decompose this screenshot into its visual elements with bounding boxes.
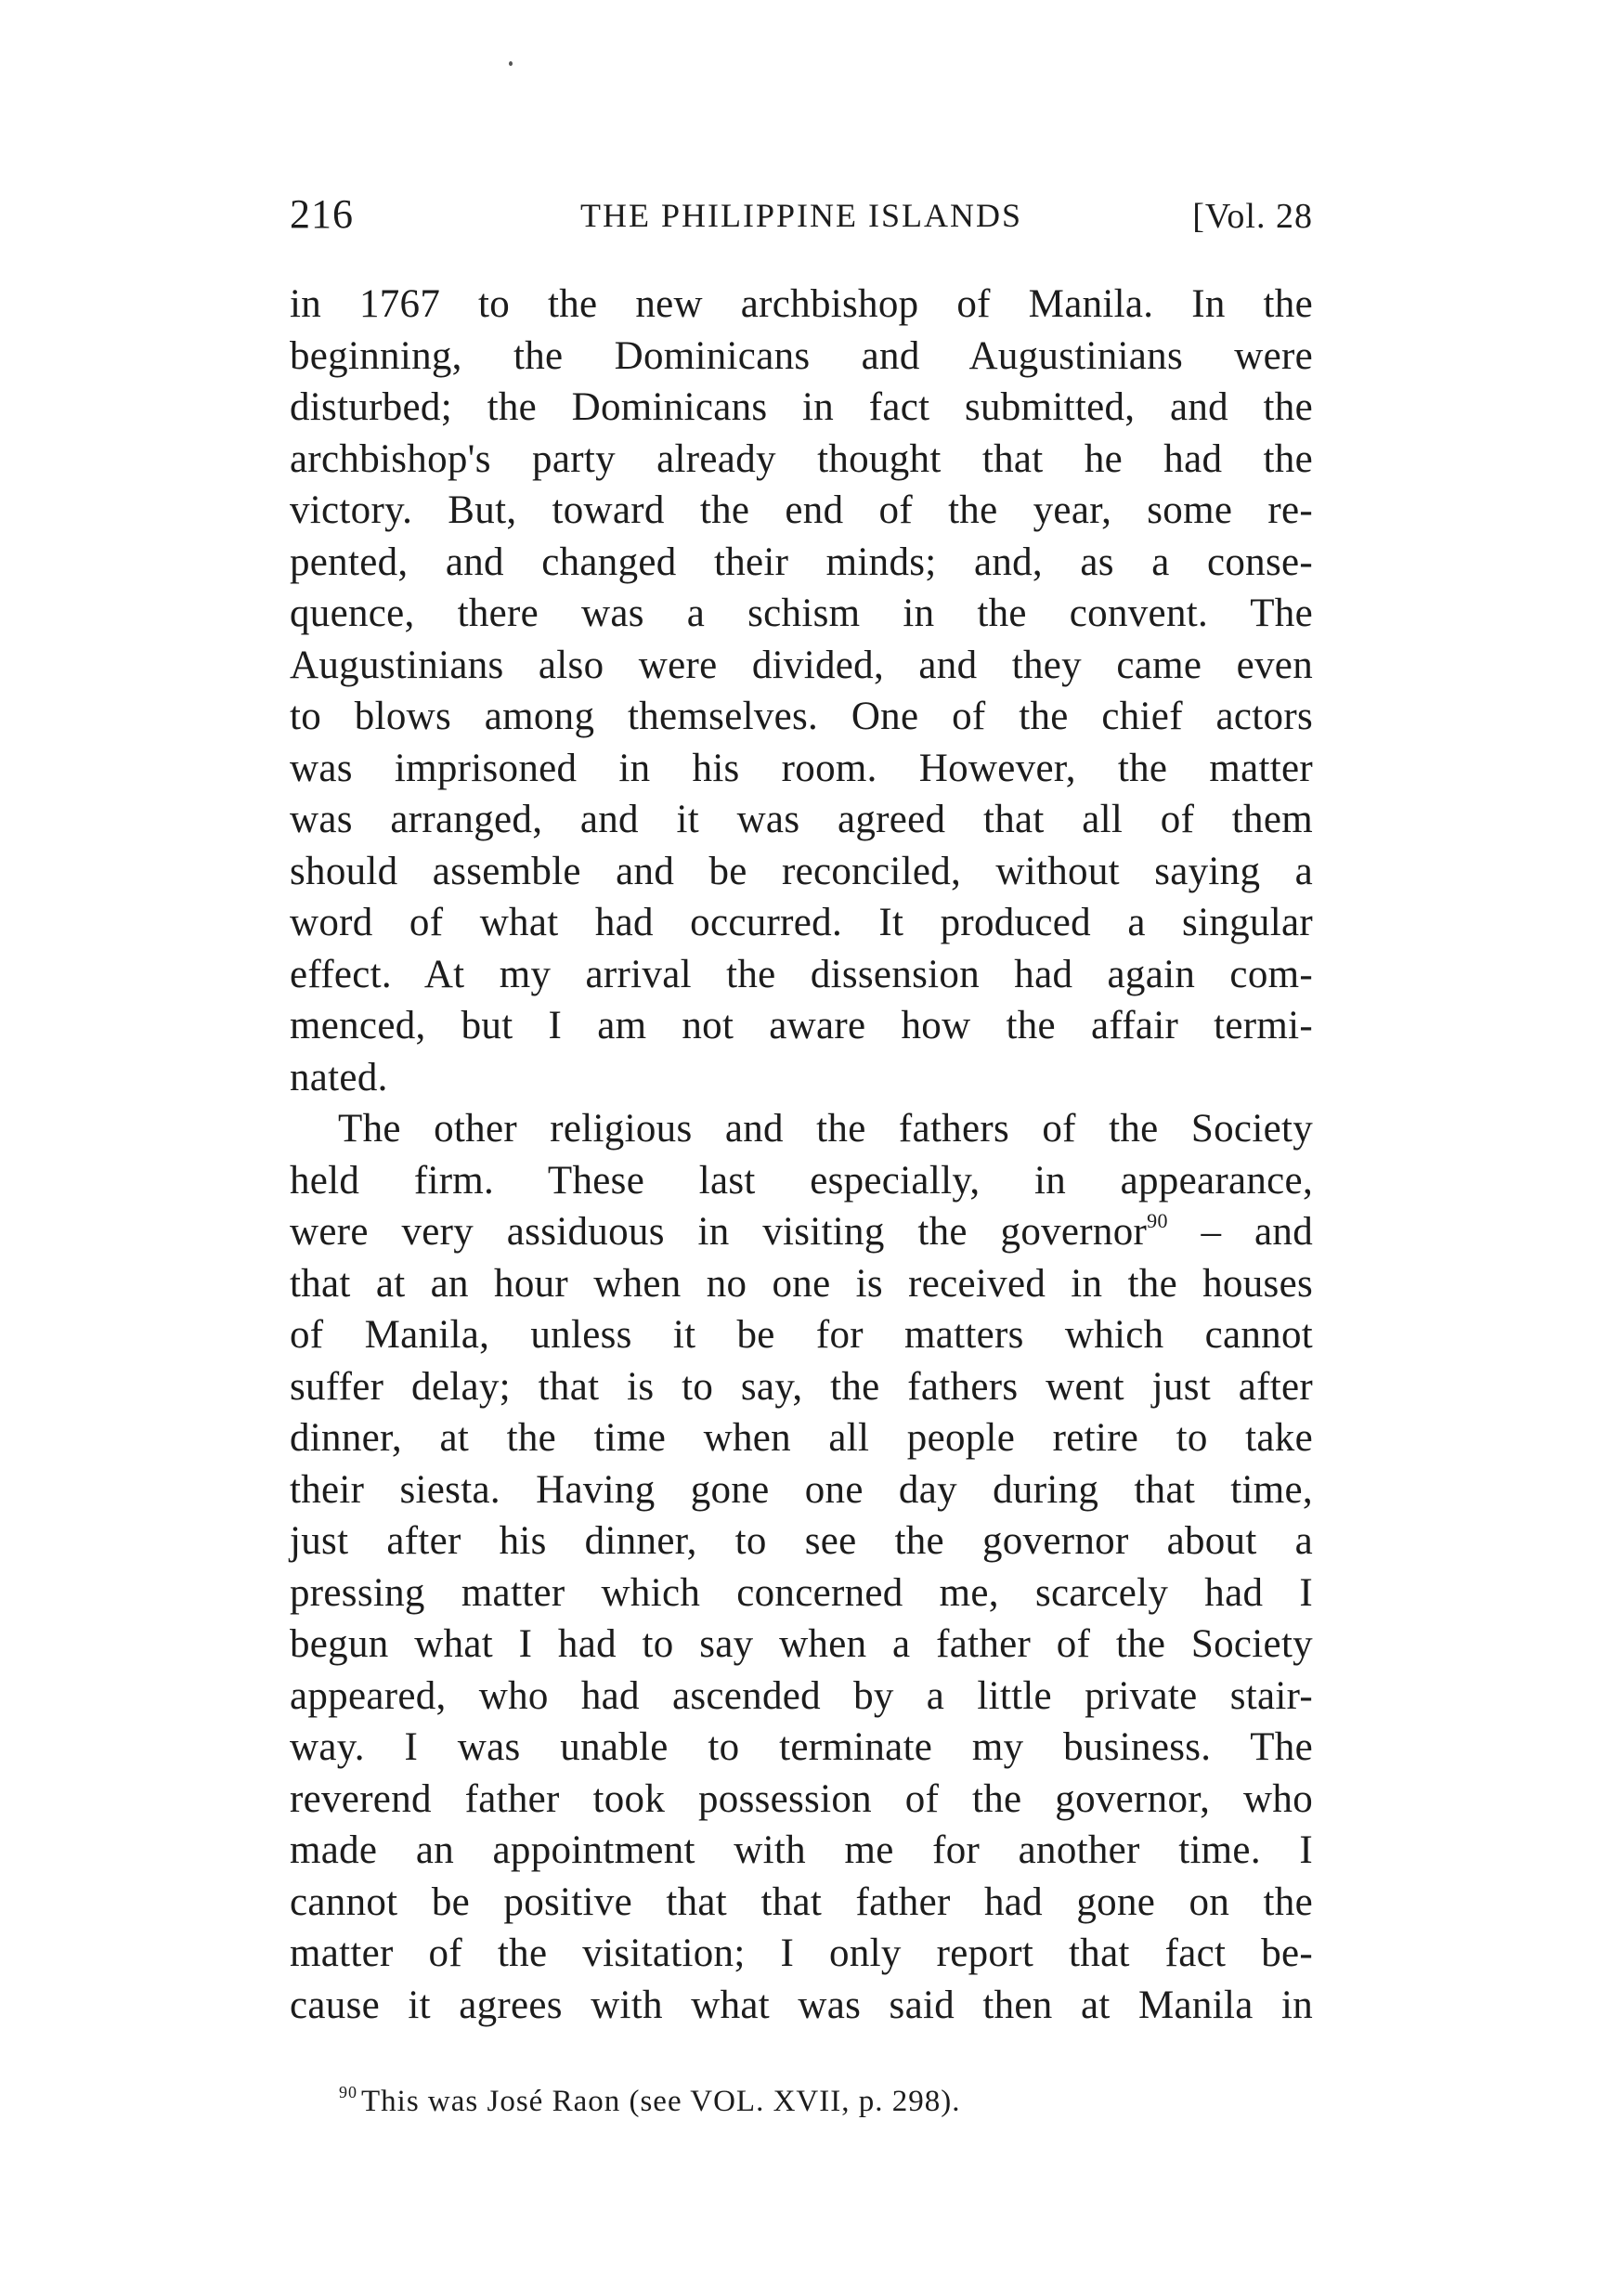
text-line: The other religious and the fathers of the Society	[338, 1107, 1313, 1151]
page-header	[290, 190, 1313, 246]
text-line: held firm. These last especially, in appearance,	[290, 1158, 1313, 1203]
text-line: begun what I had to say when a father of the Society	[290, 1622, 1313, 1666]
running-title: THE PHILIPPINE ISLANDS	[580, 197, 1022, 234]
text-line: word of what had occurred. It produced a singular	[290, 901, 1313, 944]
text-line: reverend father took possession of the governor, who	[290, 1776, 1313, 1821]
text-line: that at an hour when no one is received in the houses	[290, 1261, 1313, 1306]
text-line: to blows among themselves. One of the chief actors	[290, 695, 1313, 738]
text-segment: – and	[1167, 1210, 1313, 1254]
text-line: disturbed; the Dominicans in fact submitted, and the	[290, 385, 1313, 429]
page-number: 216	[290, 191, 354, 237]
footnote-reference: 90	[1147, 1209, 1168, 1232]
text-line: was arranged, and it was agreed that all of them	[290, 798, 1313, 841]
text-line: effect. At my arrival the dissension had again com-	[290, 952, 1313, 996]
text-line: pressing matter which concerned me, scarcely had I	[290, 1570, 1313, 1615]
text-line: beginning, the Dominicans and Augustinians were	[290, 333, 1313, 378]
text-line: was imprisoned in his room. However, the matter	[290, 746, 1313, 790]
text-line: dinner, at the time when all people retire to take	[290, 1416, 1313, 1460]
volume-label: [Vol. 28	[1192, 197, 1313, 236]
text-line: matter of the visitation; I only report that fact be-	[290, 1931, 1313, 1975]
footnote-text: This was José Raon (see VOL. XVII, p. 298).	[361, 2085, 961, 2118]
text-line: archbishop's party already thought that he had the	[290, 436, 1313, 481]
text-line: of Manila, unless it be for matters which cannot	[290, 1313, 1313, 1357]
text-line: their siesta. Having gone one day during that time,	[290, 1467, 1313, 1512]
text-line: victory. But, toward the end of the year, some re-	[290, 488, 1313, 532]
text-line: in 1767 to the new archbishop of Manila. In the	[290, 282, 1313, 326]
footnote	[339, 2085, 960, 2119]
text-line: appeared, who had ascended by a little private stair-	[290, 1673, 1313, 1718]
text-line: made an appointment with me for another time. I	[290, 1828, 1313, 1872]
paragraph-2	[290, 1103, 1313, 2031]
scan-speck	[509, 61, 513, 66]
body-text	[290, 279, 1313, 2031]
text-line: suffer delay; that is to say, the fathers went just after	[290, 1364, 1313, 1409]
text-line: cause it agrees with what was said then at Manila in	[290, 1983, 1313, 2027]
text-line: Augustinians also were divided, and they came even	[290, 643, 1313, 687]
text-line: cannot be positive that that father had gone on the	[290, 1879, 1313, 1924]
text-line-with-footnote-ref	[290, 1206, 1313, 1258]
text-line: pented, and changed their minds; and, as a conse-	[290, 540, 1313, 584]
text-line: menced, but I am not aware how the affair termi-	[290, 1004, 1313, 1047]
text-line: nated.	[290, 1055, 388, 1099]
footnote-number: 90	[339, 2083, 357, 2101]
text-line: quence, there was a schism in the convent. The	[290, 592, 1313, 635]
paragraph-1	[290, 279, 1313, 1103]
text-line: should assemble and be reconciled, without saying a	[290, 849, 1313, 893]
text-line: just after his dinner, to see the governor about a	[290, 1519, 1313, 1563]
text-segment: were very assiduous in visiting the governor	[290, 1210, 1148, 1254]
text-line: way. I was unable to terminate my business. The	[290, 1725, 1313, 1769]
